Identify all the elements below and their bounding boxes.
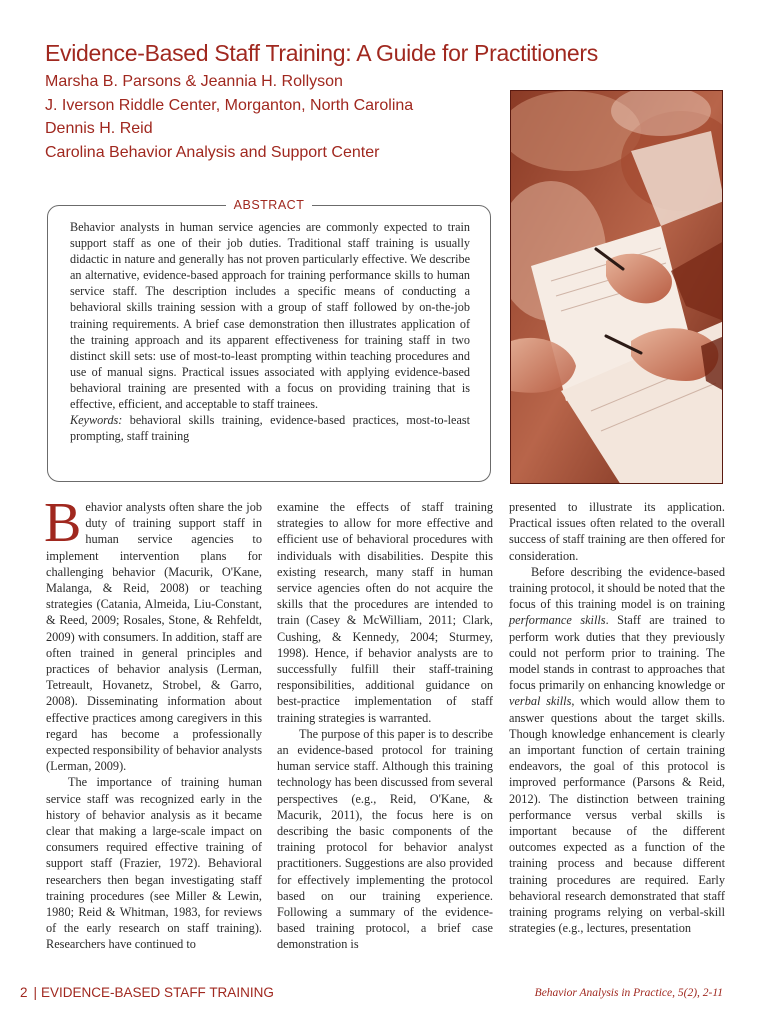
affiliation-line-2: Carolina Behavior Analysis and Support Center — [45, 143, 380, 161]
emphasis-performance-skills: performance skills — [509, 613, 606, 628]
abstract-text — [70, 219, 470, 444]
paragraph: presented to illustrate its application. Practical issues often related to the overall success of staff training are then offered for consideration. — [509, 500, 725, 563]
page-number: 2 — [20, 985, 28, 1000]
author-affiliations — [45, 70, 413, 164]
abstract-heading-text: ABSTRACT — [226, 198, 313, 212]
running-footer — [20, 985, 274, 1000]
journal-citation: Behavior Analysis in Practice, 5(2), 2-11 — [534, 987, 723, 999]
abstract-heading — [0, 196, 538, 214]
keywords-label: Keywords: — [70, 413, 123, 428]
drop-cap: B — [44, 492, 82, 554]
running-title: EVIDENCE-BASED STAFF TRAINING — [41, 985, 274, 1000]
article-title: Evidence-Based Staff Training: A Guide for Practitioners — [45, 40, 598, 66]
paragraph: The importance of training human service staff was recognized early in the history of behavior analysis as it became clear that making a large-scale impact on consumers required effective training of support staff (Frazier, 1972). Behavioral researchers then began investigating staff training procedures (see Miller & Lewin, 1980; Reid & Whitman, 1983, for reviews of the early research on staff training). Researchers have continued to — [46, 775, 262, 952]
footer-divider: | — [33, 985, 38, 1000]
text-run: Before describing the evidence-based training protocol, it should be noted that the focus of this training model is on training — [509, 564, 725, 612]
paragraph — [509, 564, 725, 937]
text-run: , which would allow them to answer questions about the target skills. Though knowledge enhancement is clearly an important function of certain training endeavors, the goal of this protocol is improved performance (Parsons & Reid, 2012). The distinction between training performance versus verbal skills is important because of the different outcomes expected as a function of the training process and because different training procedures are required. Early behavioral research demonstrated that staff training programs relying on verbal-skill strategies (e.g., lectures, presentation — [509, 694, 725, 936]
paragraph-intro — [44, 492, 262, 774]
hands-writing-illustration — [511, 91, 723, 484]
abstract-body: Behavior analysts in human service agencies are commonly expected to train support staff as one of their job duties. Traditional staff training is usually didactic in nature and generally has not proven particularly effective. We describe an alternative, evidence-based approach for training performance skills to human service staff. The description includes a specific means of conducting a behavioral skills training session with a group of staff followed by on-the-job training requirements. A brief case demonstration then illustrates application of the training approach and its apparent effectiveness for training staff in two distinct skill sets: use of most-to-least prompting within teaching procedures and use of manual signs. Practical issues associated with applying evidence-based behavioral training are presented with a focus on providing training that is effective, efficient, and acceptable to staff trainees. — [70, 220, 470, 412]
body-column-3 — [509, 499, 725, 936]
abstract-keywords — [70, 412, 470, 444]
training-photo — [510, 90, 723, 484]
body-column-1 — [44, 492, 262, 953]
emphasis-verbal-skills: verbal skills — [509, 694, 572, 709]
paragraph: The purpose of this paper is to describe an evidence-based protocol for training human service staff. Although this training technology has been discussed from several perspectives (e.g., Reid, O'Kane, & Macurik, 2011), the focus here is on describing the basic components of the training protocol for behavior analyst practitioners. Suggestions are also provided for effectively implementing the protocol based on our training experience. Following a summary of the evidence-based training protocol, a brief case demonstration is — [277, 726, 493, 952]
authors-line-2: Dennis H. Reid — [45, 120, 153, 137]
authors-line-1: Marsha B. Parsons & Jeannia H. Rollyson — [45, 73, 343, 90]
affiliation-line-1: J. Iverson Riddle Center, Morganton, North Carolina — [45, 96, 414, 114]
body-column-2 — [277, 499, 493, 953]
paragraph: examine the effects of staff training strategies to allow for more effective and efficient use of behavioral procedures with individuals with disabilities. Despite this existing research, many staff in human service agencies often do not acquire the skills that the procedures are intended to train (Casey & McWilliam, 2011; Clark, Cushing, & Kennedy, 2004; Sturmey, 1998). Hence, if behavior analysts are to successfully fulfill their staff-training responsibilities, additional guidance on best-practice implementation of staff training strategies is warranted. — [277, 500, 493, 725]
paragraph-intro-text: ehavior analysts often share the job duty of training support staff in human service agencies to implement intervention plans for challenging behavior (Macurik, O'Kane, Malanga, & Reid, 2008) or teaching strategies (Catania, Almeida, Liu-Constant, & Reed, 2009; Rosales, Stone, & Rehfeldt, 2009) with consumers. In addition, staff are often trained in general principles and practices of behavior analysis (Lerman, Tetreault, Hovanetz, Strobel, & Garro, 2008). Disseminating information about effective practices among caregivers in this regard has become a professionally expected responsibility of behavior analysts (Lerman, 2009). — [46, 500, 262, 774]
keywords-list: behavioral skills training, evidence-based practices, most-to-least prompting, staff training — [70, 413, 470, 444]
text-run: . Staff are trained to perform work duties that they previously could not perform prior to training. The model stands in contrast to approaches that focus primarily on enhancing knowledge or — [509, 613, 725, 693]
